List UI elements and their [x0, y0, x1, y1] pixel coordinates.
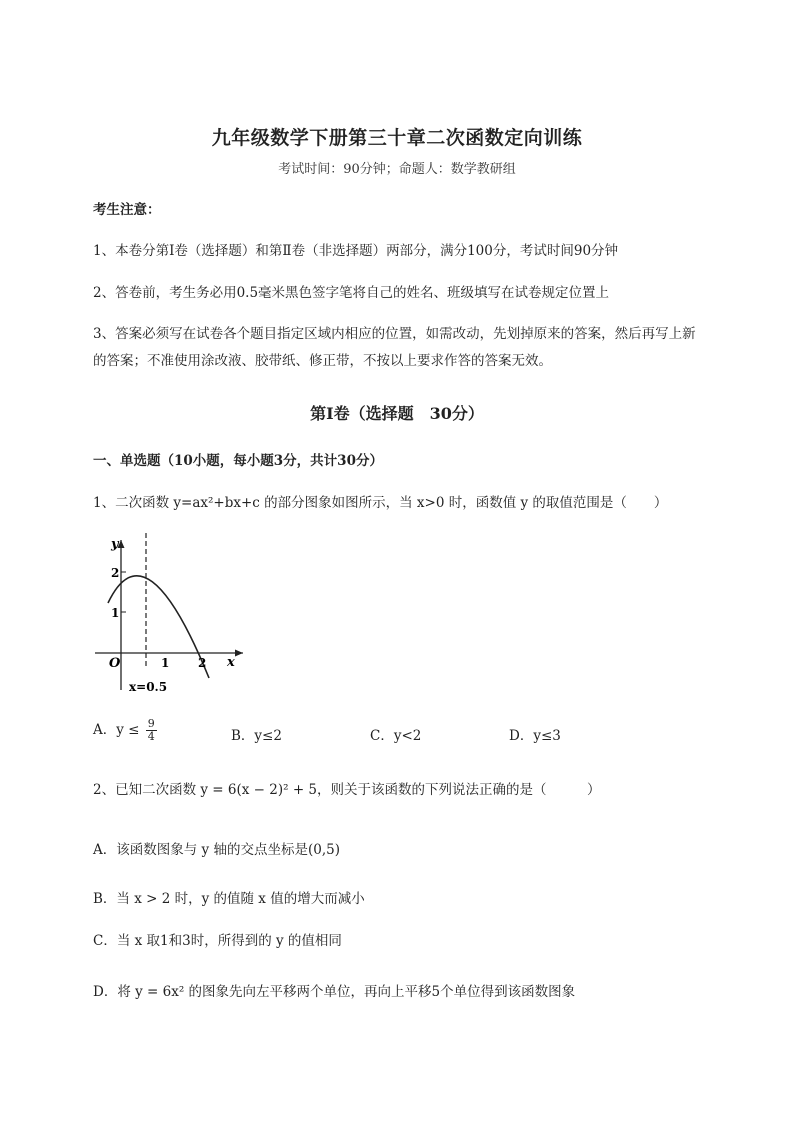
question-2-option-c: C．当 x 取1和3时，所得到的 y 的值相同: [93, 933, 342, 949]
y-tick-label-1: 1: [111, 606, 120, 620]
x-tick-label-1: 1: [161, 656, 170, 670]
origin-label: O: [109, 656, 121, 671]
x-axis-label: x: [227, 655, 235, 670]
question-2-stem: 2、已知二次函数 y = 6(x − 2)² + 5，则关于该函数的下列说法正确的是（ ）: [93, 782, 601, 798]
question-1-option-a: [93, 718, 157, 743]
option-a-prefix: A．y ≤: [93, 722, 140, 738]
x-axis-arrow: [235, 650, 243, 657]
question-1-option-c: C．y<2: [370, 728, 422, 744]
question-2-option-a: A．该函数图象与 y 轴的交点坐标是(0,5): [93, 842, 340, 858]
parabola-curve: [108, 576, 209, 678]
symmetry-axis-label: x=0.5: [129, 680, 168, 694]
part-heading: 一、单选题（10小题，每小题3分，共计30分）: [93, 453, 383, 469]
x-tick-label-2: 2: [198, 656, 207, 670]
notice-item-2: 2、答卷前，考生务必用0.5毫米黑色签字笔将自己的姓名、班级填写在试卷规定位置上: [93, 285, 610, 301]
y-axis-label: y: [111, 537, 119, 552]
question-1-option-b: B．y≤2: [231, 728, 282, 744]
y-tick-label-2: 2: [111, 566, 120, 580]
option-a-denominator: 4: [147, 730, 155, 743]
notice-item-3a: 3、答案必须写在试卷各个题目指定区域内相应的位置，如需改动，先划掉原来的答案，然后再写上新: [93, 326, 696, 342]
option-a-numerator: 9: [147, 717, 155, 730]
page-title: 九年级数学下册第三十章二次函数定向训练: [211, 127, 583, 149]
notice-heading: 考生注意：: [93, 202, 161, 218]
notice-item-3b: 的答案；不准使用涂改液、胶带纸、修正带，不按以上要求作答的答案无效。: [93, 353, 552, 369]
question-2-option-d: D．将 y = 6x² 的图象先向左平移两个单位，再向上平移5个单位得到该函数图象: [93, 984, 576, 1000]
question-1-stem: 1、二次函数 y=ax²+bx+c 的部分图象如图所示，当 x>0 时，函数值 y 的取值范围是（ ）: [93, 495, 668, 511]
notice-item-1: 1、本卷分第Ⅰ卷（选择题）和第Ⅱ卷（非选择题）两部分，满分100分，考试时间90分钟: [93, 243, 619, 259]
question-1-option-d: D．y≤3: [509, 728, 561, 744]
question-1-graph: [93, 530, 253, 695]
question-2-option-b: B．当 x > 2 时，y 的值随 x 值的增大而减小: [93, 891, 365, 907]
page-subtitle: 考试时间：90分钟；命题人：数学教研组: [278, 162, 516, 177]
option-a-fraction: [146, 718, 157, 743]
section-title: 第Ⅰ卷（选择题 30分）: [310, 404, 484, 423]
